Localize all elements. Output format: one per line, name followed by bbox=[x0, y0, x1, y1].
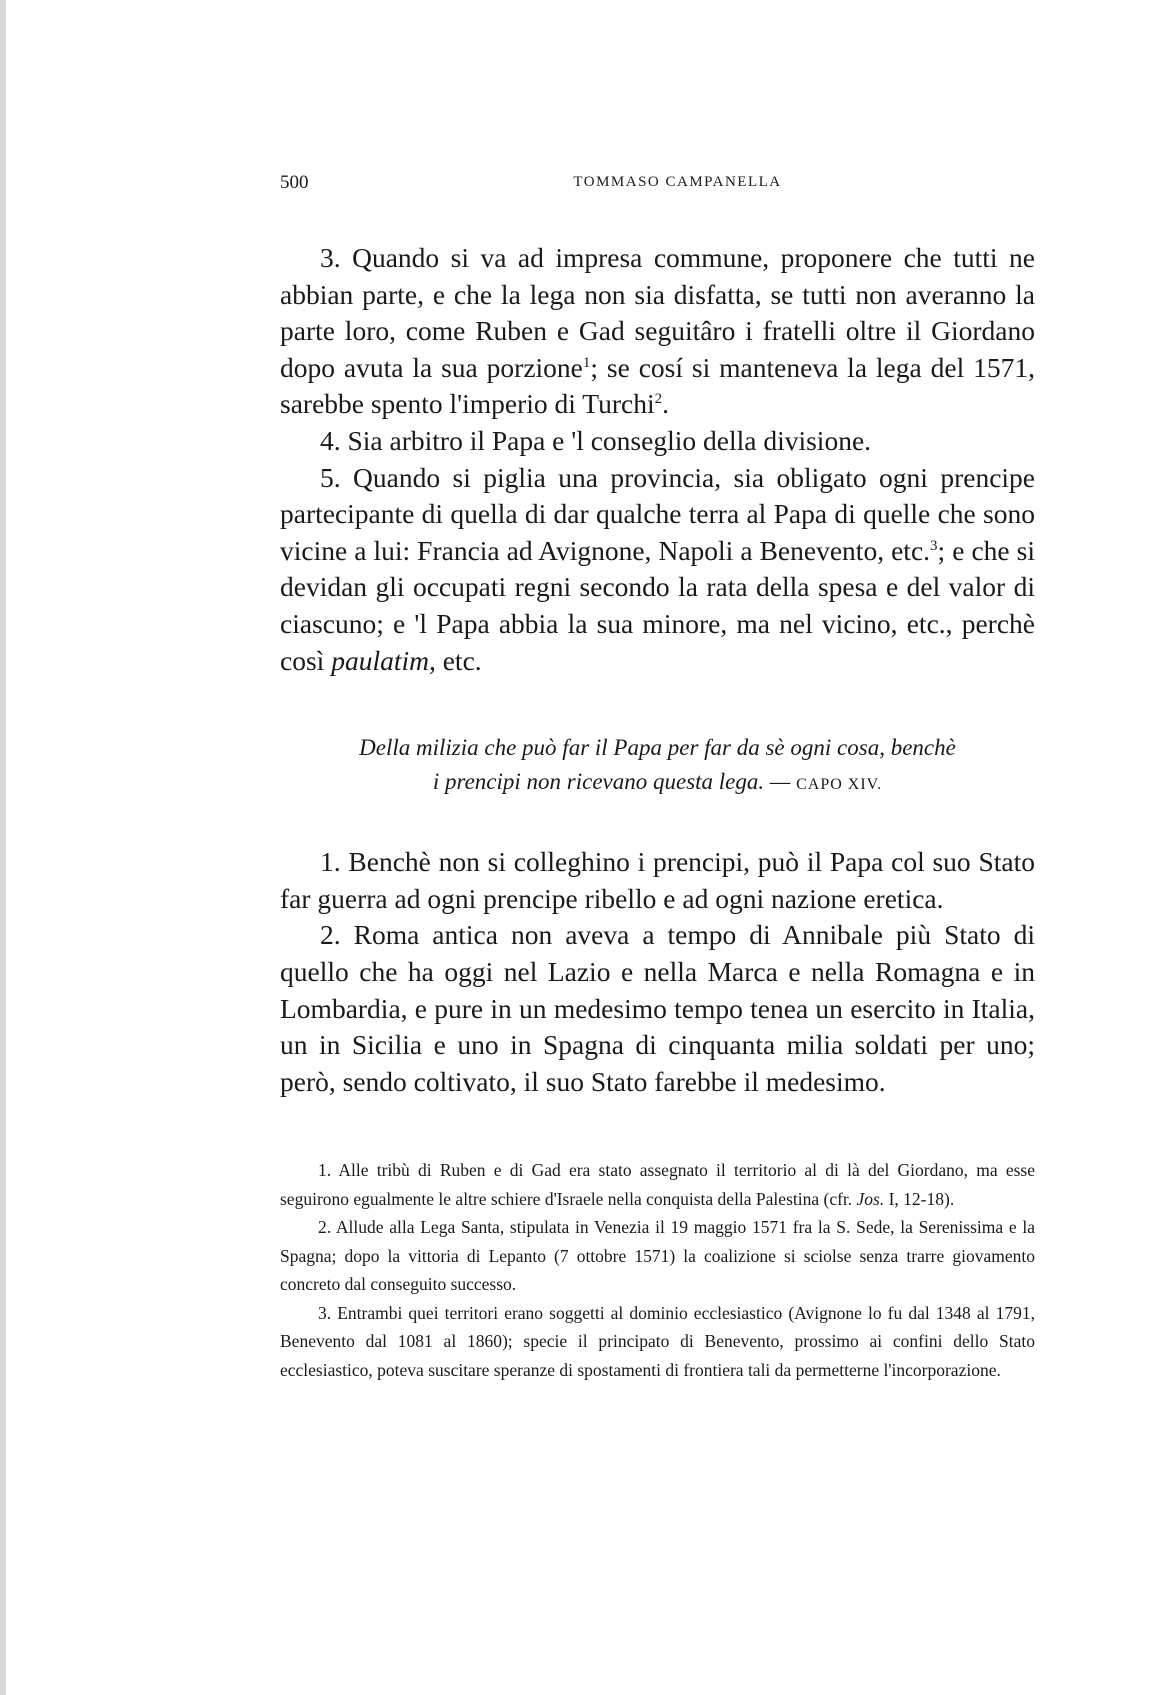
paragraph-3-text-b: ; se cosí si manteneva la lega del 1571, sarebbe spento l'imperio di Turchi bbox=[280, 351, 1035, 420]
paragraph-5-italic: paulatim, bbox=[331, 644, 436, 676]
chapter-heading bbox=[280, 731, 1035, 802]
paragraph-3 bbox=[280, 240, 1035, 423]
running-head-author: TOMMASO CAMPANELLA bbox=[573, 174, 782, 190]
page-number: 500 bbox=[280, 172, 309, 193]
footnote-ref-3: 3 bbox=[930, 537, 938, 554]
paragraph-4: 4. Sia arbitro il Papa e 'l conseglio della divisione. bbox=[320, 424, 872, 456]
footnote-1 bbox=[280, 1156, 1035, 1213]
chapter-title-line-1: Della milizia che può far il Papa per far da sè ogni cosa, benchè bbox=[359, 735, 956, 761]
footnote-1-text-a: 1. Alle tribù di Ruben e di Gad era stato assegnato il territorio al di là del Giordano, ma esse seguirono egualmente le altre schiere d'Israele nella conquista della Palestina (cfr. bbox=[280, 1160, 1035, 1209]
chapter-number: CAPO XIV. bbox=[796, 776, 883, 794]
chapter-paragraph-2: 2. Roma antica non aveva a tempo di Annibale più Stato di quello che ha oggi nel Lazio e nella Marca e nella Romagna e in Lombardia, e pure in un medesimo tempo tenea un esercito in Italia, un in Sicilia e uno in Spagna di cinquanta milia soldati per uno; però, sendo coltivato, il suo Stato farebbe il medesimo. bbox=[280, 919, 1035, 1097]
footnote-1-italic: Jos. bbox=[856, 1188, 885, 1209]
chapter-paragraph-1: 1. Benchè non si colleghino i prencipi, può il Papa col suo Stato far guerra ad ogni prencipe ribello e ad ogni nazione eretica. bbox=[280, 846, 1035, 914]
paragraph-5-text-b: ; e che si devidan gli occupati regni secondo la rata della spesa e del valor di ciascuno; e 'l Papa abbia la sua minore, ma nel vicino, etc., perchè così bbox=[280, 534, 1035, 676]
main-text-section-1 bbox=[280, 240, 1035, 679]
paragraph-5-text-c: etc. bbox=[442, 644, 482, 676]
main-text-section-2 bbox=[280, 844, 1035, 1100]
paragraph-3-text-c: . bbox=[662, 388, 670, 420]
footnote-ref-2: 2 bbox=[654, 391, 663, 408]
footnotes bbox=[280, 1156, 1035, 1384]
footnote-ref-1: 1 bbox=[582, 354, 591, 371]
book-page bbox=[280, 172, 1035, 1384]
paragraph-3-text-a: 3. Quando si va ad impresa commune, proponere che tutti ne abbian parte, e che la lega non sia disfatta, se tutti non averanno la parte loro, come Ruben e Gad seguitâro i fratelli oltre il Giordano dopo avuta la sua porzione bbox=[280, 242, 1035, 383]
paragraph-5-text-a: 5. Quando si piglia una provincia, sia obligato ogni prencipe partecipante di quella di dar qualche terra al Papa di quelle che sono vicine a lui: Francia ad Avignone, Napoli a Benevento, etc. bbox=[280, 461, 1035, 566]
footnote-2: 2. Allude alla Lega Santa, stipulata in Venezia il 19 maggio 1571 fra la S. Sede, la Serenissima e la Spagna; dopo la vittoria di Lepanto (7 ottobre 1571) la coalizione si sciolse senza trarre giovamento concreto dal conseguito successo. bbox=[280, 1217, 1035, 1295]
scan-edge bbox=[0, 0, 6, 1695]
running-head bbox=[280, 172, 1035, 202]
paragraph-5 bbox=[280, 460, 1035, 680]
chapter-title-line-2 bbox=[280, 765, 1035, 802]
footnote-3: 3. Entrambi quei territori erano soggetti al dominio ecclesiastico (Avignone lo fu dal 1348 al 1791, Benevento dal 1081 al 1860); specie il principato di Benevento, prossimo ai confini dello Stato ecclesiastico, poteva suscitare speranze di spostamenti di frontiera tali da permetterne l'incorporazione. bbox=[280, 1302, 1035, 1380]
footnote-1-text-b: I, 12-18). bbox=[888, 1188, 955, 1209]
chapter-title-line-2-text: i prencipi non ricevano questa lega. — bbox=[432, 769, 791, 795]
